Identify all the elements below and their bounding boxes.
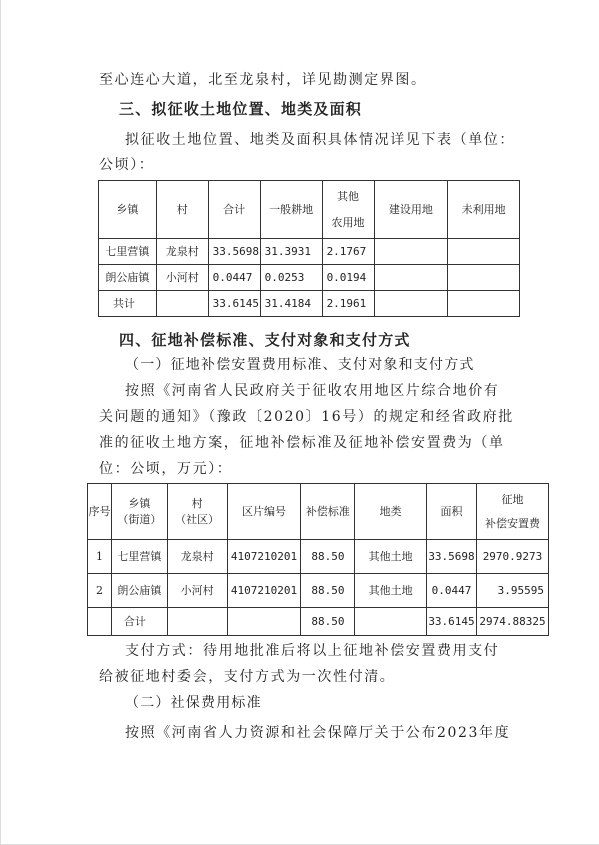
header-cell: 面积 <box>427 484 477 540</box>
table-cell: 朗公庙镇 <box>111 574 167 608</box>
table-cell <box>374 239 448 265</box>
header-cell: 合计 <box>208 181 260 239</box>
table-cell: 七里营镇 <box>111 540 167 574</box>
header-cell <box>167 484 227 540</box>
table-cell: 2.1767 <box>322 239 374 265</box>
subsection-heading-2: （二）社保费用标准 <box>125 695 262 711</box>
table-cell <box>167 608 227 636</box>
table-cell <box>355 608 427 636</box>
table-cell: 88.50 <box>301 574 355 608</box>
header-line: 征地 <box>501 492 524 506</box>
header-line: （街道） <box>117 512 162 526</box>
subsection-heading-1: （一）征地补偿安置费用标准、支付对象和支付方式 <box>125 357 475 373</box>
table-cell: 0.0253 <box>260 265 322 291</box>
header-cell: 序号 <box>88 484 112 540</box>
text-line: 给被征地村委会，支付方式为一次性付清。 <box>99 669 396 685</box>
header-line: 乡镇 <box>128 496 151 510</box>
text-line: 位：公顷，万元）： <box>99 461 233 477</box>
table-cell <box>374 291 448 317</box>
table-cell <box>227 608 301 636</box>
text-line: 关问题的通知》（豫政〔2020〕16号）的规定和经省政府批 <box>99 409 514 425</box>
header-line: （社区） <box>175 512 220 526</box>
table-cell: 其他土地 <box>355 540 427 574</box>
table-cell: 33.6145 <box>208 291 260 317</box>
table-cell <box>88 608 112 636</box>
table-cell: 2.1961 <box>322 291 374 317</box>
table-cell: 0.0447 <box>208 265 260 291</box>
table-cell: 龙泉村 <box>156 239 208 265</box>
table-cell: 0.0194 <box>322 265 374 291</box>
table-cell: 33.5698 <box>208 239 260 265</box>
table-cell: 88.50 <box>301 540 355 574</box>
header-cell: 乡镇 <box>99 181 157 239</box>
table-cell: 2970.9273 <box>476 540 548 574</box>
text-line: 按照《河南省人力资源和社会保障厅关于公布2023年度 <box>125 725 511 741</box>
table-cell: 龙泉村 <box>167 540 227 574</box>
table-cell: 31.4184 <box>260 291 322 317</box>
header-cell <box>322 181 374 239</box>
table-cell: 3.95595 <box>476 574 548 608</box>
text-line: 按照《河南省人民政府关于征收农用地区片综合地价有 <box>125 383 500 399</box>
table-cell: 七里营镇 <box>99 239 157 265</box>
header-cell: 建设用地 <box>374 181 448 239</box>
header-cell <box>111 484 167 540</box>
text-line: 拟征收土地位置、地类及面积具体情况详见下表（单位： <box>125 132 515 148</box>
header-cell: 一般耕地 <box>260 181 322 239</box>
section-heading-3: 三、拟征收土地位置、地类及面积 <box>119 100 363 118</box>
table-cell: 4107210201 <box>227 540 301 574</box>
text-line: 至心连心大道，北至龙泉村，详见勘测定界图。 <box>99 72 427 88</box>
table-cell: 1 <box>88 540 112 574</box>
header-cell: 村 <box>156 181 208 239</box>
header-cell: 补偿标准 <box>301 484 355 540</box>
header-cell: 区片编号 <box>227 484 301 540</box>
table-cell: 2 <box>88 574 112 608</box>
table-cell: 0.0447 <box>427 574 477 608</box>
header-cell: 未利用地 <box>448 181 520 239</box>
table-cell: 小河村 <box>167 574 227 608</box>
header-cell <box>476 484 548 540</box>
table-cell: 合计 <box>111 608 167 636</box>
table-cell: 88.50 <box>301 608 355 636</box>
header-line: 其他 <box>337 189 360 203</box>
section-heading-4: 四、征地补偿标准、支付对象和支付方式 <box>119 331 411 349</box>
header-line: 村 <box>191 496 203 510</box>
table-cell <box>374 265 448 291</box>
compensation-table <box>87 483 549 636</box>
table-cell: 4107210201 <box>227 574 301 608</box>
table-cell: 其他土地 <box>355 574 427 608</box>
table-cell <box>448 265 520 291</box>
text-line: 准的征收土地方案，征地补偿标准及征地补偿安置费为（单 <box>99 435 505 451</box>
table-cell: 小河村 <box>156 265 208 291</box>
table-cell <box>156 291 208 317</box>
text-line: 支付方式：待用地批准后将以上征地补偿安置费用支付 <box>125 643 500 659</box>
table-cell: 33.6145 <box>427 608 477 636</box>
table-cell <box>448 291 520 317</box>
text-line: 公顷）： <box>99 157 155 173</box>
table-cell: 2974.88325 <box>476 608 548 636</box>
header-cell: 地类 <box>355 484 427 540</box>
header-line: 农用地 <box>331 215 365 229</box>
table-cell: 朗公庙镇 <box>99 265 157 291</box>
table-cell <box>448 239 520 265</box>
land-area-table <box>98 180 520 317</box>
header-line: 补偿安置费 <box>484 516 540 530</box>
table-cell: 共计 <box>99 291 157 317</box>
table-cell: 31.3931 <box>260 239 322 265</box>
table-cell: 33.5698 <box>427 540 477 574</box>
